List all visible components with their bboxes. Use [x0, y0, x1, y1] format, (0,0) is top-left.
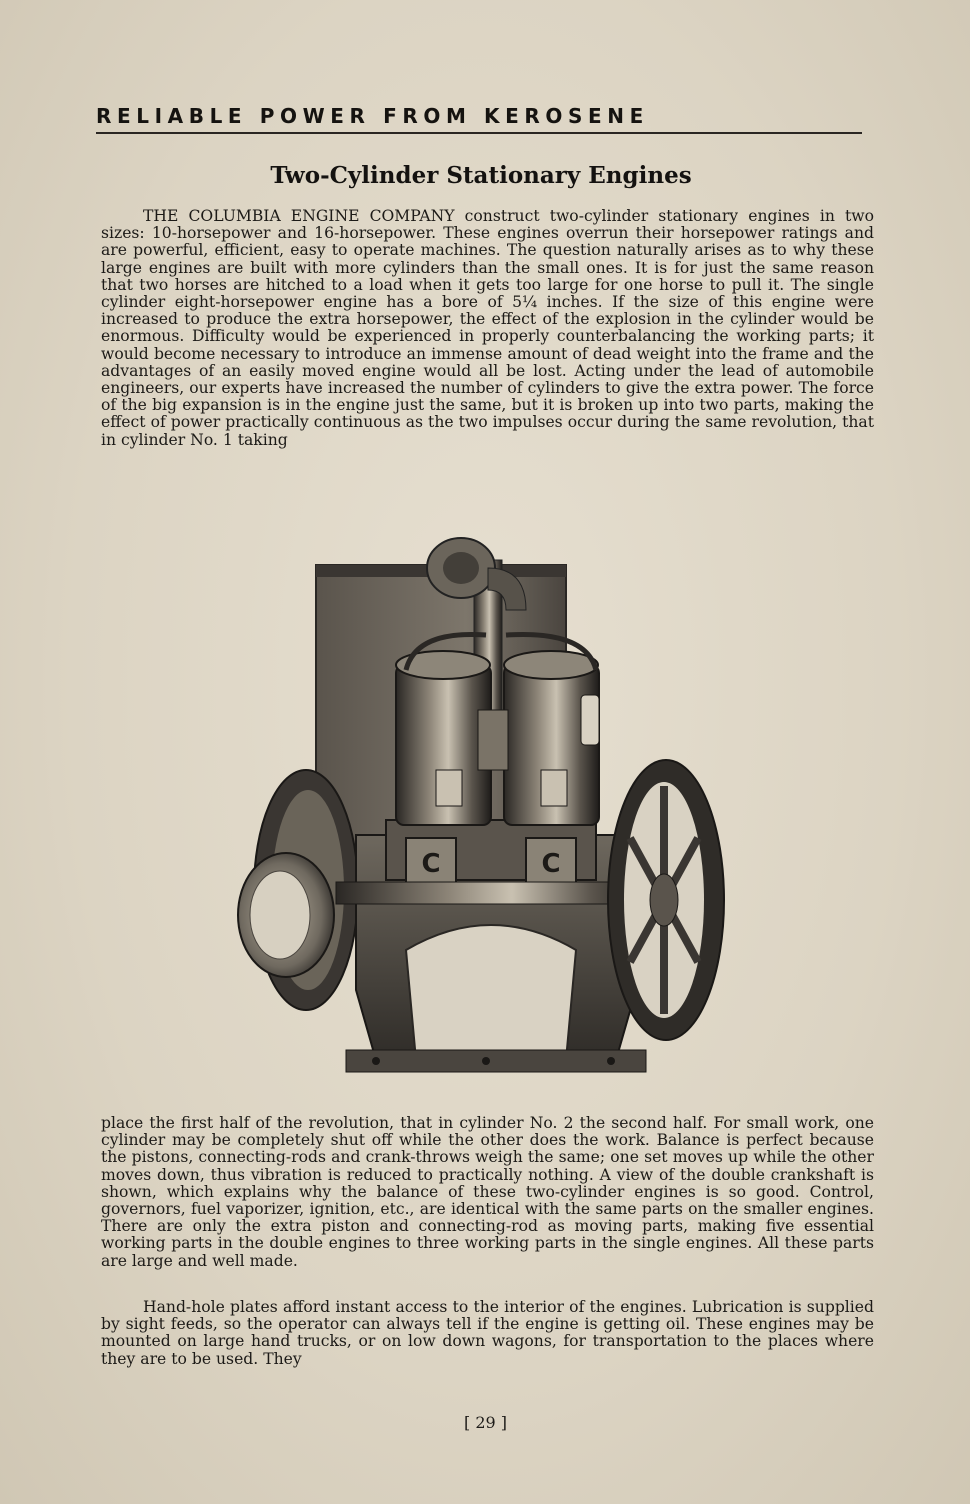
header-rule — [96, 132, 862, 134]
sight-feed-left — [436, 770, 462, 806]
sight-feed-right — [541, 770, 567, 806]
paragraph-1: THE COLUMBIA ENGINE COMPANY construct two-cylinder stationary engines in two sizes: 10-horsepower and 16-horsepower. These engines overrun their horsepower ratings and are powerful, efficient, easy to operate machines. The question naturally arises as to why these large engines are built with more cylinders than the small ones. It is for just the same reason that two horses are hitched to a load when it gets too large for one horse to pull it. The single cylinder eight-horsepower engine has a bore of 5¼ inches. If the size of this engine were increased to produce the extra horsepower, the effect of the explosion in the cylinder would be enormous. Difficulty would be experienced in properly counterbalancing the working parts; it would become necessary to introduce an immense amount of dead weight into the frame and the advantages of an easily moved engine would all be lost. Acting under the lead of automobile engineers, our experts have increased the number of cylinders to give the extra power. The force of the big expansion is in the engine just the same, but it is broken up into two parts, making the effect of power practically continuous as the two impulses occur during the same revolution, that in cylinder No. 1 taking — [101, 207, 874, 449]
page-number: [ 29 ] — [464, 1413, 508, 1432]
fuel-vaporizer — [478, 710, 508, 770]
base-plate — [346, 1050, 646, 1072]
cylinder-mark-right: C — [541, 849, 561, 879]
paragraph-2: place the first half of the revolution, that in cylinder No. 2 the second half. For small work, one cylinder may be completely shut off while the other does the work. Balance is perfect because the pistons, connecting-rods and crank-throws weigh the same; one set moves up while the other moves down, thus vibration is reduced to practically nothing. A view of the double crankshaft is shown, which explains why the balance of these two-cylinder engines is so good. Control, governors, fuel vaporizer, ignition, etc., are identical with the same parts on the smaller engines. There are only the extra piston and connecting-rod as moving parts, making five essential working parts in the double engines to three working parts in the single engines. All these parts are large and well made. — [101, 1114, 874, 1270]
cylinder-mark-left: C — [421, 849, 441, 879]
engine-illustration — [236, 520, 736, 1095]
paragraph-3: Hand-hole plates afford instant access to the interior of the engines. Lubrication is supplied by sight feeds, so the operator can always tell if the engine is getting oil. These engines may be mounted on large hand trucks, or on low down wagons, for transportation to the places where they are to be used. They — [101, 1298, 874, 1368]
two-cylinder-engine-drawing — [236, 520, 736, 1095]
article-title: Two-Cylinder Stationary Engines — [270, 162, 692, 189]
running-head: RELIABLE POWER FROM KEROSENE — [96, 104, 649, 128]
